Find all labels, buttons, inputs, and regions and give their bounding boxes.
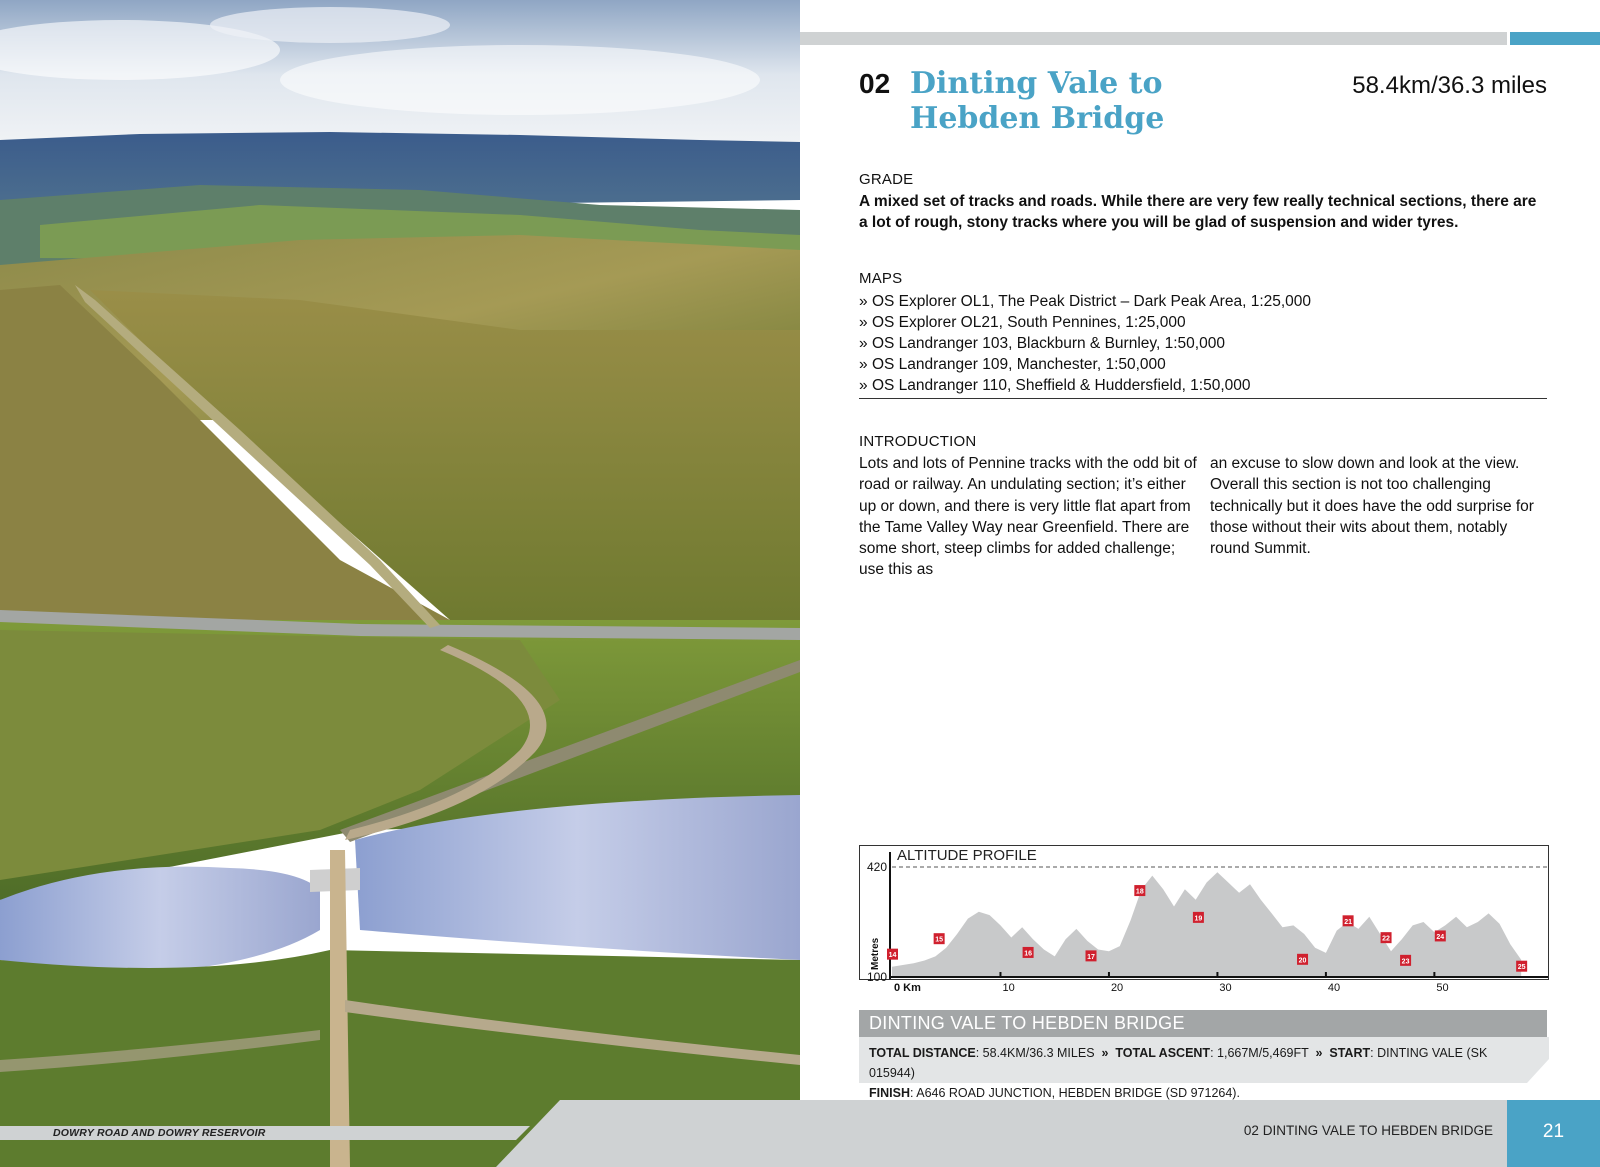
waypoint-label: 24 — [1436, 933, 1445, 941]
y-axis-label: Metres — [870, 937, 881, 970]
waypoint-label: 25 — [1517, 964, 1526, 972]
finish-value: : A646 ROAD JUNCTION, HEBDEN BRIDGE (SD 971264). — [909, 1086, 1240, 1100]
separator: » — [1315, 1046, 1323, 1060]
waypoint-label: 20 — [1298, 957, 1307, 965]
altitude-profile-svg — [860, 846, 1548, 994]
header-bar-grey — [800, 32, 1507, 45]
waypoint-label: 16 — [1024, 950, 1032, 958]
altitude-area — [892, 872, 1521, 977]
altitude-profile-chart — [859, 845, 1549, 994]
waypoint-label: 14 — [888, 952, 897, 960]
map-item: » OS Explorer OL21, South Pennines, 1:25,000 — [859, 312, 1549, 333]
page-number: 21 — [1542, 1121, 1565, 1142]
map-item: » OS Landranger 109, Manchester, 1:50,000 — [859, 354, 1549, 375]
waypoint-label: 21 — [1344, 918, 1352, 926]
route-summary-text — [869, 1043, 1529, 1103]
y-tick-label: 100 — [866, 970, 887, 984]
x-tick-label: 20 — [1110, 982, 1124, 994]
x-tick-label: 0 Km — [894, 982, 921, 994]
photo-caption: DOWRY ROAD AND DOWRY RESERVOIR — [53, 1127, 266, 1139]
introduction-heading: INTRODUCTION — [859, 433, 977, 450]
route-distance: 58.4km/36.3 miles — [1352, 72, 1547, 99]
route-number: 02 — [859, 68, 891, 99]
grade-text: A mixed set of tracks and roads. While there are very few really technical sections, there are a lot of rough, stony tracks where you will be glad of suspension and wider tyres. — [859, 193, 1537, 231]
x-tick-label: 40 — [1327, 982, 1341, 994]
introduction-column-2: an excuse to slow down and look at the view. Overall this section is not too challenging technically but it does have the odd surprise for those without their wits about them, notably round Summit. — [1210, 455, 1534, 558]
y-tick-label: 420 — [866, 860, 887, 874]
route-title-line1: Dinting Vale to — [910, 66, 1163, 101]
route-title — [910, 66, 1230, 136]
waypoint-label: 19 — [1194, 915, 1203, 923]
header-bar-accent — [1510, 32, 1600, 45]
waypoint-label: 22 — [1382, 935, 1390, 943]
finish-label: FINISH — [869, 1086, 910, 1100]
map-item: » OS Explorer OL1, The Peak District – Dark Peak Area, 1:25,000 — [859, 291, 1549, 312]
waypoint-label: 17 — [1087, 953, 1095, 961]
page-number-box — [1507, 1100, 1600, 1167]
x-tick-label: 10 — [1002, 982, 1015, 994]
map-item: » OS Landranger 110, Sheffield & Huddersfield, 1:50,000 — [859, 375, 1549, 396]
total-distance-value: : 58.4KM/36.3 MILES — [975, 1046, 1095, 1060]
introduction-column-1: Lots and lots of Pennine tracks with the odd bit of road or railway. An undulating section; it’s either up or down, and there is very little flat apart from the Tame Valley Way near Greenfield. There are some short, steep climbs for added challenge; use this as — [859, 455, 1197, 579]
total-ascent-label: TOTAL ASCENT — [1115, 1046, 1211, 1060]
altitude-profile-title: ALTITUDE PROFILE — [897, 847, 1037, 864]
maps-list — [859, 291, 1549, 396]
waypoint-label: 15 — [935, 936, 944, 944]
total-ascent-value: : 1,667M/5,469FT — [1210, 1046, 1309, 1060]
grade-heading: GRADE — [859, 171, 914, 188]
total-distance-label: TOTAL DISTANCE — [869, 1046, 976, 1060]
waypoint-label: 23 — [1401, 958, 1410, 966]
waypoint-label: 18 — [1135, 888, 1144, 896]
maps-heading: MAPS — [859, 270, 903, 287]
route-summary-banner-text: DINTING VALE TO HEBDEN BRIDGE — [869, 1013, 1185, 1033]
section-divider — [859, 398, 1547, 399]
x-tick-label: 30 — [1219, 982, 1232, 994]
map-item: » OS Landranger 103, Blackburn & Burnley, 1:50,000 — [859, 333, 1549, 354]
start-label: START — [1329, 1046, 1371, 1060]
start-value: : DINTING VALE (SK 015944) — [869, 1046, 1488, 1080]
route-title-line2: Hebden Bridge — [910, 101, 1165, 136]
separator: » — [1101, 1046, 1109, 1060]
footer-section-title: 02 DINTING VALE TO HEBDEN BRIDGE — [1243, 1123, 1493, 1138]
route-summary-box — [859, 1037, 1549, 1100]
x-tick-label: 50 — [1436, 982, 1449, 994]
route-summary-banner — [859, 1010, 1547, 1037]
